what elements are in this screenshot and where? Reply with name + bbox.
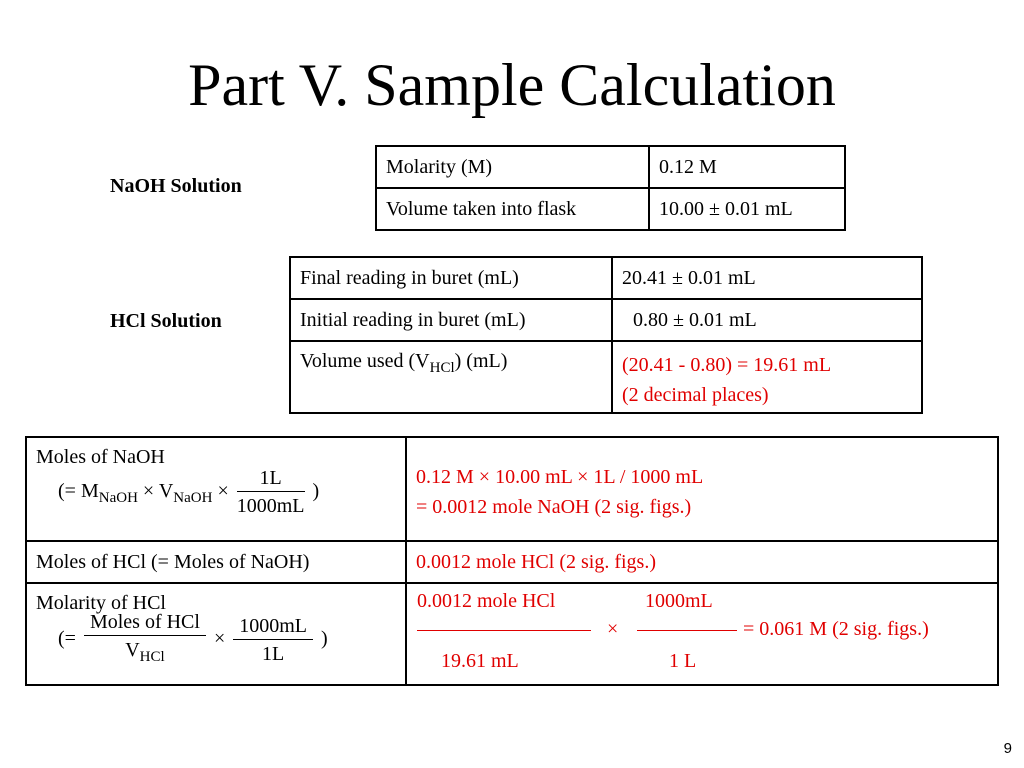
naoh-volume-label: Volume taken into flask — [376, 188, 649, 230]
formula-close-paren: ) — [321, 627, 328, 650]
fraction-numerator: 1000mL — [233, 613, 313, 640]
molarity-hcl-cell — [26, 583, 406, 685]
moles-naoh-formula — [36, 465, 396, 520]
fraction-numerator: 1L — [237, 465, 305, 492]
moles-naoh-result — [406, 437, 998, 541]
formula-times-2: × — [217, 480, 229, 503]
formula-m: M — [80, 480, 99, 503]
hcl-volume-used-value — [612, 341, 922, 413]
formula-times: × — [213, 627, 226, 650]
formula-fraction — [237, 465, 305, 520]
result-fraction-line-2 — [637, 630, 737, 631]
formula-v-sub: NaOH — [173, 490, 213, 507]
result-fraction-line-1 — [417, 630, 591, 631]
naoh-solution-label: NaOH Solution — [110, 175, 242, 197]
result-answer: = 0.061 M (2 sig. figs.) — [743, 618, 929, 640]
denominator-v: V — [125, 639, 140, 661]
hcl-solution-label: HCl Solution — [110, 310, 222, 332]
hcl-final-reading-value: 20.41 ± 0.01 mL — [612, 257, 922, 299]
page-number: 9 — [1003, 740, 1012, 757]
moles-naoh-heading: Moles of NaOH — [36, 446, 165, 468]
result-times: × — [607, 618, 619, 640]
formula-open-paren: (= — [58, 480, 76, 503]
fraction-denominator: 1000mL — [236, 495, 305, 517]
molarity-hcl-heading: Molarity of HCl — [36, 592, 166, 614]
hcl-table — [289, 256, 923, 414]
moles-naoh-answer: = 0.0012 mole NaOH (2 sig. figs.) — [416, 496, 692, 518]
formula-open-paren: (= — [58, 627, 76, 650]
naoh-volume-value: 10.00 ± 0.01 mL — [649, 188, 845, 230]
hcl-volume-used-calc: (20.41 - 0.80) = 19.61 mL — [622, 354, 832, 376]
hcl-volume-used-post: ) (mL) — [454, 350, 508, 372]
fraction-denominator: 1L — [262, 642, 285, 665]
moles-naoh-calc: 0.12 M × 10.00 mL × 1L / 1000 mL — [416, 466, 704, 488]
formula-close-paren: ) — [312, 480, 320, 503]
hcl-volume-used-note: (2 decimal places) — [622, 384, 769, 406]
moles-over-volume-fraction — [84, 609, 206, 671]
denominator-sub: HCl — [139, 649, 165, 665]
unit-conversion-fraction — [233, 613, 313, 668]
moles-hcl-heading: Moles of HCl (= Moles of NaOH) — [26, 541, 406, 583]
fraction-denominator — [84, 636, 206, 671]
naoh-molarity-value: 0.12 M — [649, 146, 845, 188]
hcl-volume-used-pre: Volume used (V — [300, 350, 430, 372]
fraction-numerator: Moles of HCl — [84, 609, 206, 636]
hcl-volume-used-sub: HCl — [429, 360, 455, 376]
hcl-volume-used-label — [290, 341, 612, 413]
slide-title: Part V. Sample Calculation — [188, 52, 836, 118]
moles-hcl-result: 0.0012 mole HCl (2 sig. figs.) — [406, 541, 998, 583]
result-denominator-unit: 1 L — [669, 650, 697, 672]
result-numerator-volume: 1000mL — [645, 590, 713, 612]
hcl-final-reading-label: Final reading in buret (mL) — [290, 257, 612, 299]
result-denominator-volume: 19.61 mL — [441, 650, 519, 672]
naoh-molarity-label: Molarity (M) — [376, 146, 649, 188]
formula-m-sub: NaOH — [98, 490, 138, 507]
hcl-initial-reading-value: 0.80 ± 0.01 mL — [612, 299, 922, 341]
moles-naoh-cell — [26, 437, 406, 541]
formula-times-1: × — [142, 480, 155, 503]
hcl-initial-reading-label: Initial reading in buret (mL) — [290, 299, 612, 341]
naoh-table — [375, 145, 846, 231]
molarity-hcl-result — [406, 583, 998, 685]
formula-v: V — [158, 480, 174, 503]
molarity-hcl-formula — [36, 609, 396, 671]
result-numerator-moles: 0.0012 mole HCl — [417, 590, 556, 612]
calculation-table — [25, 436, 999, 686]
